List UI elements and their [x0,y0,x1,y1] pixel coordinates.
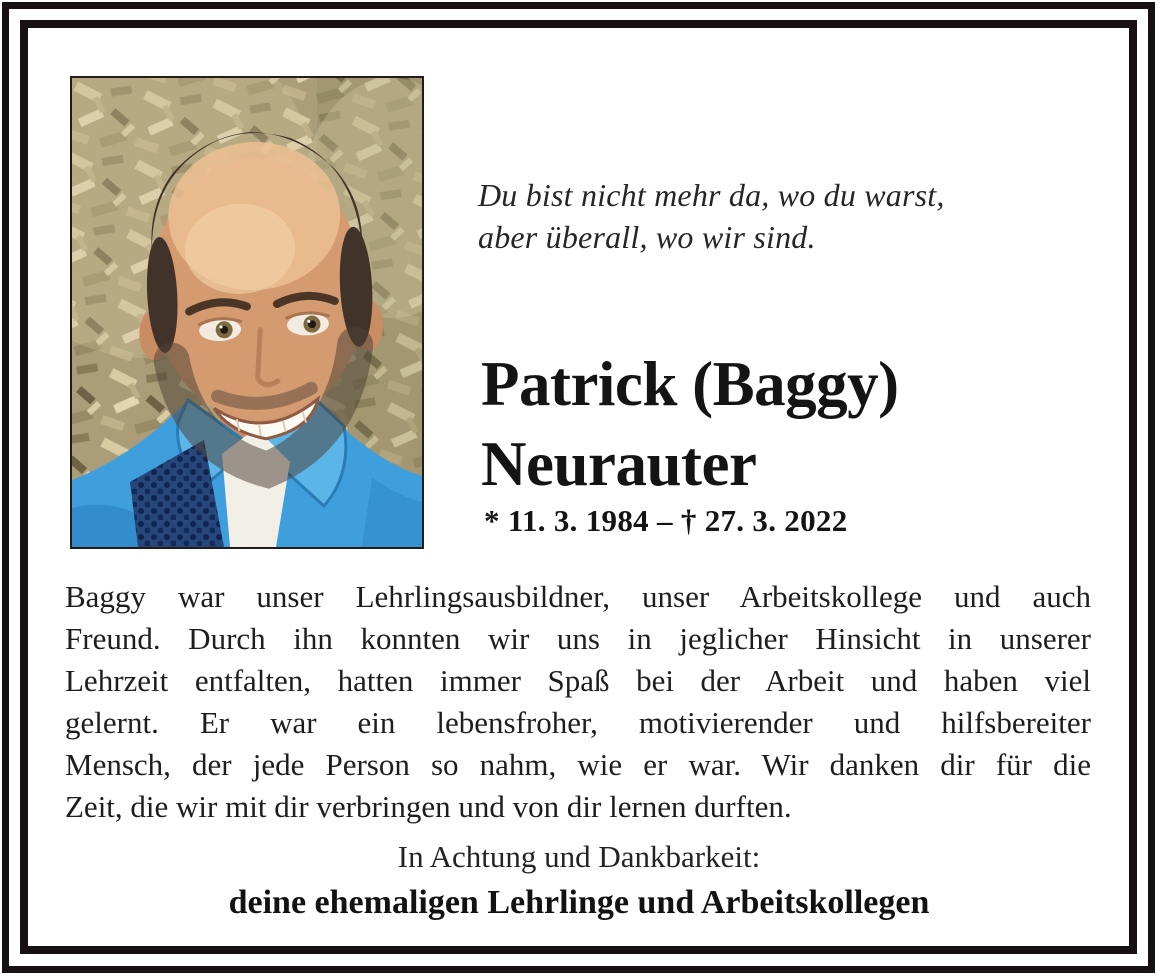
closing-signature-line: deine ehemaligen Lehrlinge und Arbeitskollegen [228,884,930,921]
quote-line-1: Du bist nicht mehr da, wo du warst, [478,177,945,213]
obituary-body [65,576,1091,828]
deceased-name-line-2: Neurauter [481,429,757,499]
deceased-name [481,344,899,504]
body-line-3: Lehrzeit entfalten, hatten immer Spaß bei der Arbeit und haben viel [65,663,1091,698]
deceased-name-line-1: Patrick (Baggy) [481,349,899,419]
body-line-4: gelernt. Er war ein lebensfroher, motivierender und hilfsbereiter [65,705,1091,740]
body-line-2: Freund. Durch ihn konnten wir uns in jeglicher Hinsicht in unserer [65,621,1091,656]
birth-death-dates: * 11. 3. 1984 – † 27. 3. 2022 [484,503,848,538]
body-line-5: Mensch, der jede Person so nahm, wie er war. Wir danken dir für die [65,747,1091,782]
closing-gratitude-line: In Achtung und Dankbarkeit: [397,839,761,874]
portrait-photo-illustration [72,78,422,547]
portrait-photo [70,76,424,549]
memorial-quote [478,174,945,258]
body-line-6: Zeit, die wir mit dir verbringen und von dir lernen durften. [65,789,792,824]
quote-line-2: aber überall, wo wir sind. [478,219,816,255]
body-line-1: Baggy war unser Lehrlingsausbildner, unser Arbeitskollege und auch [65,579,1091,614]
